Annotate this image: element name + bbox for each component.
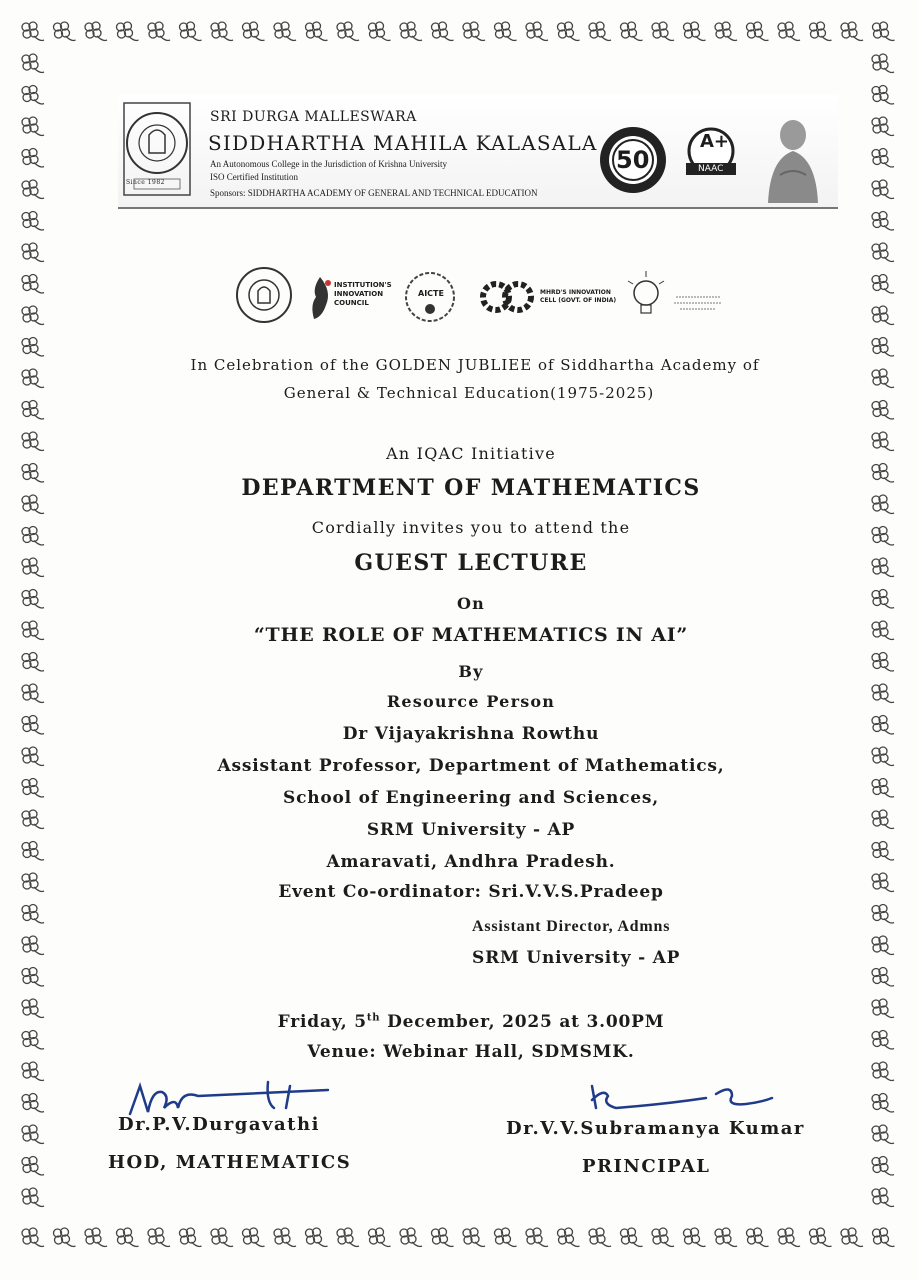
mhrd-innovation-cell-text: MHRD'S INNOVATION CELL (GOVT. OF INDIA) — [540, 289, 617, 304]
border-flower-icon — [22, 401, 44, 420]
speaker-name: Dr Vijayakrishna Rowthu — [342, 724, 600, 744]
college-header — [118, 95, 838, 210]
gears-icon — [480, 275, 534, 319]
border-flower-icon — [526, 22, 548, 41]
border-flower-icon — [180, 22, 202, 41]
border-flower-icon — [211, 22, 233, 41]
border-flower-icon — [495, 22, 517, 41]
speaker-title: Assistant Professor, Department of Mathematics, — [217, 756, 725, 776]
border-flower-icon — [22, 338, 44, 357]
college-affiliation: An Autonomous College in the Jurisdiction of Krishna University — [210, 159, 447, 169]
border-flower-icon — [873, 1228, 895, 1247]
border-flower-icon — [274, 22, 296, 41]
border-flower-icon — [400, 1228, 422, 1247]
border-flower-icon — [872, 149, 894, 168]
border-flower-icon — [621, 1228, 643, 1247]
border-flower-icon — [306, 22, 328, 41]
event-date-prefix: Friday, 5 — [277, 1012, 367, 1032]
speaker-location: Amaravati, Andhra Pradesh. — [326, 852, 616, 872]
startup-cell-icon — [670, 291, 726, 317]
event-type: GUEST LECTURE — [354, 550, 588, 576]
border-flower-icon — [22, 149, 44, 168]
border-flower-icon — [872, 338, 894, 357]
event-venue: Venue: Webinar Hall, SDMSMK. — [307, 1042, 635, 1062]
border-flower-icon — [778, 1228, 800, 1247]
border-flower-icon — [243, 1228, 265, 1247]
border-flower-icon — [85, 22, 107, 41]
iqac-initiative: An IQAC Initiative — [386, 444, 556, 463]
border-flower-icon — [22, 936, 44, 955]
principal-name: Dr.V.V.Subramanya Kumar — [506, 1118, 805, 1139]
border-flower-icon — [337, 1228, 359, 1247]
principal-title: PRINCIPAL — [582, 1156, 711, 1177]
border-flower-icon — [872, 117, 894, 136]
event-date — [12, 1012, 918, 1032]
border-flower-icon — [22, 275, 44, 294]
celebration-line-2: General & Technical Education(1975-2025) — [283, 384, 655, 402]
border-flower-icon — [873, 22, 895, 41]
by-label: By — [458, 662, 484, 681]
border-flower-icon — [495, 1228, 517, 1247]
border-flower-icon — [872, 180, 894, 199]
speaker-university: SRM University - AP — [366, 820, 576, 840]
border-flower-icon — [22, 1062, 44, 1081]
iic-logo-text: INSTITUTION'S INNOVATION COUNCIL — [334, 281, 392, 307]
college-seal-icon — [234, 265, 294, 325]
border-flower-icon — [117, 1228, 139, 1247]
resource-person-label: Resource Person — [386, 692, 556, 711]
coordinator-university: SRM University - AP — [472, 948, 681, 968]
event-date-suffix: December, 2025 at 3.00PM — [380, 1012, 665, 1032]
border-flower-icon — [652, 22, 674, 41]
border-flower-icon — [872, 1157, 894, 1176]
aicte-logo-text: AICTE — [418, 289, 444, 298]
border-flower-icon — [148, 1228, 170, 1247]
on-label: On — [457, 594, 485, 613]
border-flower-icon — [652, 1228, 674, 1247]
border-flower-icon — [274, 1228, 296, 1247]
border-flower-icon — [432, 1228, 454, 1247]
border-flower-icon — [22, 117, 44, 136]
event-date-superscript: th — [366, 1012, 381, 1024]
border-flower-icon — [872, 401, 894, 420]
border-flower-icon — [872, 1062, 894, 1081]
buddha-statue-icon — [758, 115, 828, 205]
border-flower-icon — [243, 22, 265, 41]
border-flower-icon — [684, 22, 706, 41]
naac-grade: A+ — [700, 131, 730, 152]
border-flower-icon — [715, 1228, 737, 1247]
border-flower-icon — [463, 22, 485, 41]
border-flower-icon — [558, 1228, 580, 1247]
border-flower-icon — [872, 1125, 894, 1144]
border-flower-icon — [211, 1228, 233, 1247]
border-flower-icon — [589, 22, 611, 41]
border-flower-icon — [715, 22, 737, 41]
border-flower-icon — [22, 1188, 44, 1207]
college-sponsors: Sponsors: SIDDHARTHA ACADEMY OF GENERAL AND TECHNICAL EDUCATION — [210, 188, 538, 198]
border-flower-icon — [369, 1228, 391, 1247]
accreditation-logo-row — [234, 265, 734, 329]
border-flower-icon — [22, 905, 44, 924]
hod-name: Dr.P.V.Durgavathi — [118, 1114, 320, 1135]
border-flower-icon — [463, 1228, 485, 1247]
jubilee-badge-number: 50 — [616, 146, 650, 174]
border-flower-icon — [369, 22, 391, 41]
lightbulb-icon — [624, 269, 668, 323]
iic-flame-icon — [306, 275, 334, 321]
invitation-text: Cordially invites you to attend the — [311, 518, 631, 537]
border-flower-icon — [747, 22, 769, 41]
border-flower-icon — [22, 212, 44, 231]
event-coordinator: Event Co-ordinator: Sri.V.V.S.Pradeep — [278, 882, 664, 902]
border-flower-icon — [684, 1228, 706, 1247]
border-flower-icon — [872, 212, 894, 231]
naac-label: NAAC — [698, 164, 724, 174]
border-flower-icon — [872, 1188, 894, 1207]
border-flower-icon — [22, 1125, 44, 1144]
border-flower-icon — [872, 243, 894, 262]
border-flower-icon — [22, 306, 44, 325]
speaker-school: School of Engineering and Sciences, — [283, 788, 659, 808]
border-flower-icon — [841, 1228, 863, 1247]
border-flower-icon — [872, 1094, 894, 1113]
principal-signature-icon — [586, 1082, 786, 1116]
border-flower-icon — [22, 243, 44, 262]
border-flower-icon — [778, 22, 800, 41]
border-flower-icon — [85, 1228, 107, 1247]
border-flower-icon — [22, 22, 44, 41]
border-flower-icon — [22, 1228, 44, 1247]
border-flower-icon — [872, 968, 894, 987]
crest-since: Since 1982 — [126, 179, 165, 186]
border-flower-icon — [22, 1157, 44, 1176]
border-flower-icon — [432, 22, 454, 41]
border-flower-icon — [872, 905, 894, 924]
border-flower-icon — [180, 1228, 202, 1247]
lecture-topic: “THE ROLE OF MATHEMATICS IN AI” — [253, 624, 689, 646]
border-flower-icon — [872, 275, 894, 294]
border-flower-icon — [54, 22, 76, 41]
border-flower-icon — [872, 54, 894, 73]
border-flower-icon — [54, 1228, 76, 1247]
college-name: SIDDHARTHA MAHILA KALASALA — [208, 131, 598, 155]
border-flower-icon — [22, 180, 44, 199]
coordinator-role: Assistant Director, Admns — [472, 918, 671, 935]
border-flower-icon — [872, 86, 894, 105]
border-flower-icon — [22, 86, 44, 105]
border-flower-icon — [841, 22, 863, 41]
border-flower-icon — [22, 968, 44, 987]
border-flower-icon — [872, 936, 894, 955]
college-small-title: SRI DURGA MALLESWARA — [210, 109, 417, 125]
border-flower-icon — [400, 22, 422, 41]
border-flower-icon — [526, 1228, 548, 1247]
border-flower-icon — [810, 1228, 832, 1247]
border-flower-icon — [22, 54, 44, 73]
college-iso: ISO Certified Institution — [210, 172, 298, 182]
border-flower-icon — [872, 306, 894, 325]
border-flower-icon — [621, 22, 643, 41]
border-flower-icon — [558, 22, 580, 41]
border-flower-icon — [22, 1094, 44, 1113]
border-flower-icon — [747, 1228, 769, 1247]
hod-title: HOD, MATHEMATICS — [108, 1152, 352, 1173]
border-flower-icon — [117, 22, 139, 41]
border-flower-icon — [589, 1228, 611, 1247]
celebration-line-1: In Celebration of the GOLDEN JUBLIEE of Siddhartha Academy of — [190, 356, 760, 374]
department-title: DEPARTMENT OF MATHEMATICS — [241, 475, 701, 501]
border-flower-icon — [337, 22, 359, 41]
border-flower-icon — [810, 22, 832, 41]
border-flower-icon — [306, 1228, 328, 1247]
border-flower-icon — [148, 22, 170, 41]
